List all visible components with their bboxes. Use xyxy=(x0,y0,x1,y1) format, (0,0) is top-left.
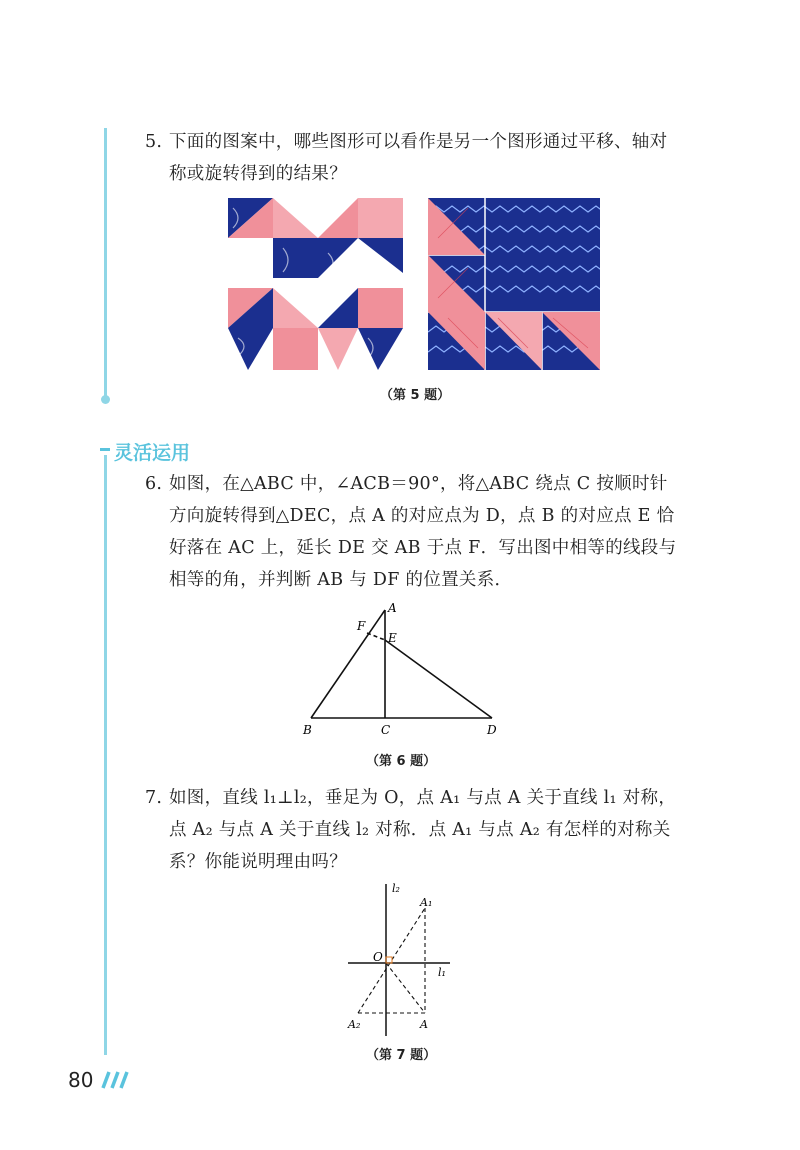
label-A: A xyxy=(420,1018,428,1031)
question-6 xyxy=(145,468,685,596)
margin-rule-dot xyxy=(101,395,110,404)
label-A: A xyxy=(388,601,397,615)
figure-caption: （第 5 题） xyxy=(380,388,451,403)
margin-rule-top xyxy=(104,128,107,398)
label-l2: l₂ xyxy=(392,882,400,895)
q5-pattern-grid xyxy=(428,198,600,370)
question-number: 7. xyxy=(145,788,163,808)
segment-ED xyxy=(385,640,492,718)
q6-figure xyxy=(295,600,510,740)
dashed-O-A xyxy=(386,963,425,1013)
page-number: 80 xyxy=(68,1068,94,1092)
question-number: 6. xyxy=(145,474,163,494)
label-l1: l₁ xyxy=(438,966,446,979)
label-B: B xyxy=(303,723,312,737)
right-angle-mark xyxy=(386,957,392,963)
question-7 xyxy=(145,782,685,878)
q7-figure xyxy=(340,878,465,1038)
question-number: 5. xyxy=(145,132,163,152)
segment-FE-dashed xyxy=(367,633,385,640)
margin-rule-bottom xyxy=(104,455,107,1055)
page-slashes-decoration xyxy=(97,1070,133,1090)
figure-caption: （第 6 题） xyxy=(366,754,437,769)
label-A1: A₁ xyxy=(420,896,433,909)
label-F: F xyxy=(357,619,366,633)
segment-BA xyxy=(311,610,385,718)
section-title: 灵活运用 xyxy=(114,442,191,464)
label-D: D xyxy=(487,723,497,737)
label-O: O xyxy=(373,950,383,964)
label-E: E xyxy=(388,631,397,645)
label-A2: A₂ xyxy=(348,1018,361,1031)
question-text: 如图，在△ABC 中，∠ACB＝90°，将△ABC 绕点 C 按顺时针方向旋转得到△DEC，点 A 的对应点为 D，点 B 的对应点 E 恰好落在 AC 上，延长 DE 交 AB 于点 F．写出图中相等的线段与相等的角，并判断 AB 与 DF 的位置关系． xyxy=(169,474,677,590)
question-text: 如图，直线 l₁⊥l₂，垂足为 O，点 A₁ 与点 A 关于直线 l₁ 对称，点 A₂ 与点 A 关于直线 l₂ 对称．点 A₁ 与点 A₂ 有怎样的对称关系？你能说明理由吗？ xyxy=(169,788,677,872)
figure-caption: （第 7 题） xyxy=(366,1048,437,1063)
label-C: C xyxy=(381,723,391,737)
question-text: 下面的图案中，哪些图形可以看作是另一个图形通过平移、轴对称或旋转得到的结果？ xyxy=(169,132,668,184)
section-bar-icon xyxy=(100,448,110,451)
q5-pattern-zigzag xyxy=(228,198,403,370)
question-5 xyxy=(145,126,685,190)
